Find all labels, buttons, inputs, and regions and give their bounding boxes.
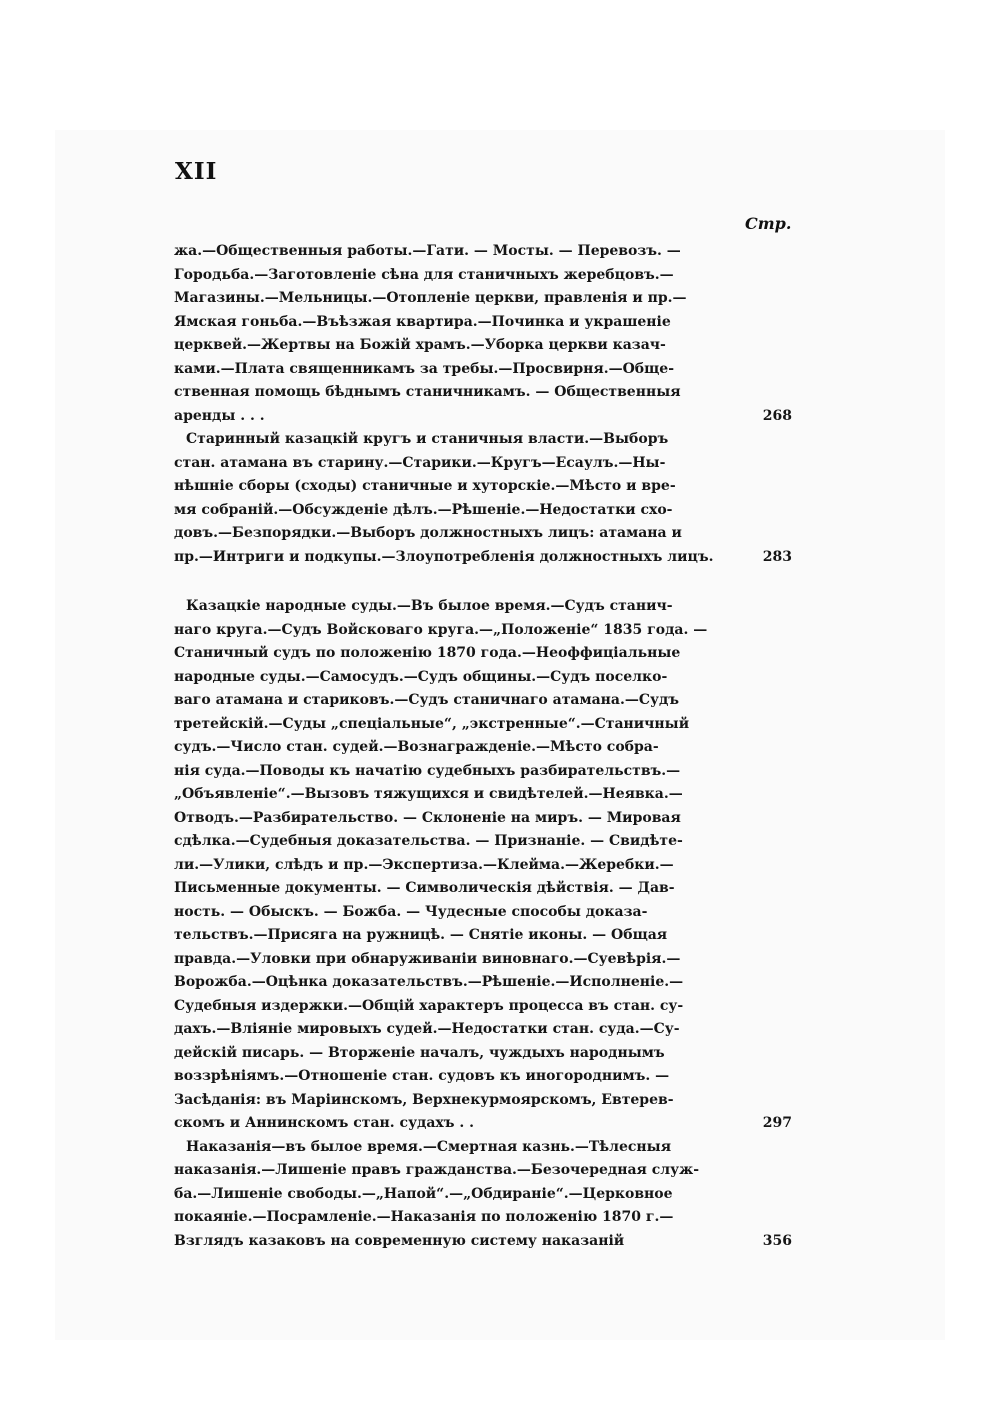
- toc-line: Судебныя издержки.—Общій характеръ процесса въ стан. су-: [174, 997, 684, 1014]
- page-column-heading: Стр.: [745, 214, 792, 233]
- toc-line: мя собраній.—Обсужденіе дѣлъ.—Рѣшеніе.—Недостатки схо-: [174, 501, 673, 518]
- toc-line: Засѣданія: въ Маріинскомъ, Верхнекурмоярскомъ, Евтерев-: [174, 1091, 674, 1108]
- toc-line: воззрѣніямъ.—Отношеніе стан. судовъ къ иногороднимъ. —: [174, 1068, 670, 1084]
- toc-line: ваго атамана и стариковъ.—Судъ станичнаго атамана.—Судъ: [174, 692, 680, 708]
- toc-line: довъ.—Безпорядки.—Выборъ должностныхъ лицъ: атамана и: [174, 525, 682, 541]
- toc-line: Магазины.—Мельницы.—Отопленіе церкви, правленія и пр.—: [174, 290, 687, 306]
- toc-line: Станичный судъ по положенію 1870 года.—Неоффиціальные: [174, 645, 681, 661]
- toc-line: наказанія.—Лишеніе правъ гражданства.—Безочередная служ-: [174, 1162, 700, 1178]
- toc-page-number: 283: [762, 548, 792, 565]
- toc-line: нія суда.—Поводы къ начатію судебныхъ разбирательствъ.—: [174, 762, 681, 779]
- toc-page-number: 268: [762, 407, 792, 424]
- toc-line: покаяніе.—Посрамленіе.—Наказанія по положенію 1870 г.—: [174, 1209, 674, 1225]
- page-number: XII: [175, 158, 218, 185]
- toc-line: ственная помощь бѣднымъ станичникамъ. — Общественныя: [174, 384, 681, 400]
- toc-line: Отводъ.—Разбирательство. — Склоненіе на миръ. — Мировая: [174, 809, 681, 826]
- toc-line: „Объявленіе“.—Вызовъ тяжущихся и свидѣтелей.—Неявка.—: [174, 786, 683, 802]
- toc-line: Старинный казацкій кругъ и станичныя власти.—Выборъ: [186, 431, 669, 447]
- toc-line: Письменные документы. — Символическія дѣйствія. — Дав-: [174, 880, 675, 896]
- toc-entry-268: [174, 240, 792, 428]
- toc-line: Наказанія—въ былое время.—Смертная казнь.—Тѣлесныя: [186, 1138, 672, 1155]
- toc-line: сдѣлка.—Судебныя доказательства. — Признаніе. — Свидѣте-: [174, 833, 683, 849]
- toc-line: ками.—Плата священникамъ за требы.—Просвирня.—Обще-: [174, 360, 675, 377]
- table-of-contents: [174, 240, 792, 1253]
- toc-line: тельствъ.—Присяга на ружницѣ. — Снятіе иконы. — Общая: [174, 927, 668, 943]
- toc-entry-356: [174, 1136, 792, 1254]
- toc-line: пр.—Интриги и подкупы.—Злоупотребленія должностныхъ лицъ.: [174, 548, 714, 565]
- toc-line: Ямская гоньба.—Въѣзжая квартира.—Починка и украшеніе: [174, 313, 671, 330]
- toc-line: Взглядъ казаковъ на современную систему наказаній: [174, 1232, 625, 1249]
- toc-line: ли.—Улики, слѣдъ и пр.—Экспертиза.—Клейма.—Жеребки.—: [174, 856, 674, 873]
- toc-line: Городьба.—Заготовленіе сѣна для станичныхъ жеребцовъ.—: [174, 266, 674, 283]
- toc-page-number: 356: [762, 1232, 792, 1249]
- toc-line: ба.—Лишеніе свободы.—„Напой“.—„Обдираніе“.—Церковное: [174, 1185, 673, 1202]
- toc-line: нѣшніе сборы (сходы) станичные и хуторскіе.—Мѣсто и вре-: [174, 478, 676, 494]
- toc-line: дейскій писарь. — Вторженіе началъ, чуждыхъ народнымъ: [174, 1044, 665, 1061]
- toc-page-number: 297: [762, 1115, 792, 1131]
- toc-entry-297: [174, 595, 792, 1136]
- toc-entry-283: [174, 428, 792, 569]
- toc-line: аренды . . .: [174, 407, 265, 424]
- toc-line: скомъ и Аннинскомъ стан. судахъ . .: [174, 1115, 475, 1131]
- toc-line: дахъ.—Вліяніе мировыхъ судей.—Недостатки стан. суда.—Су-: [174, 1021, 680, 1037]
- toc-line: жа.—Общественныя работы.—Гати. — Мосты. — Перевозъ. —: [174, 243, 681, 259]
- toc-line: Казацкіе народные суды.—Въ былое время.—Судъ станич-: [186, 598, 673, 614]
- toc-line: правда.—Уловки при обнаруживаніи виновнаго.—Суевѣрія.—: [174, 950, 681, 967]
- toc-line: судъ.—Число стан. судей.—Вознагражденіе.—Мѣсто собра-: [174, 739, 659, 755]
- toc-line: Ворожба.—Оцѣнка доказательствъ.—Рѣшеніе.—Исполненіе.—: [174, 974, 684, 990]
- toc-line: наго круга.—Судъ Войсковаго круга.—„Положеніе“ 1835 года. —: [174, 621, 708, 638]
- toc-line: третейскій.—Суды „спеціальные“, „экстренные“.—Станичный: [174, 715, 690, 732]
- toc-line: народные суды.—Самосудъ.—Судъ общины.—Судъ поселко-: [174, 668, 668, 685]
- toc-line: церквей.—Жертвы на Божій храмъ.—Уборка церкви казач-: [174, 337, 666, 353]
- toc-line: стан. атамана въ старину.—Старики.—Кругъ—Есаулъ.—Ны-: [174, 454, 666, 471]
- toc-line: ность. — Обыскъ. — Божба. — Чудесные способы доказа-: [174, 903, 648, 920]
